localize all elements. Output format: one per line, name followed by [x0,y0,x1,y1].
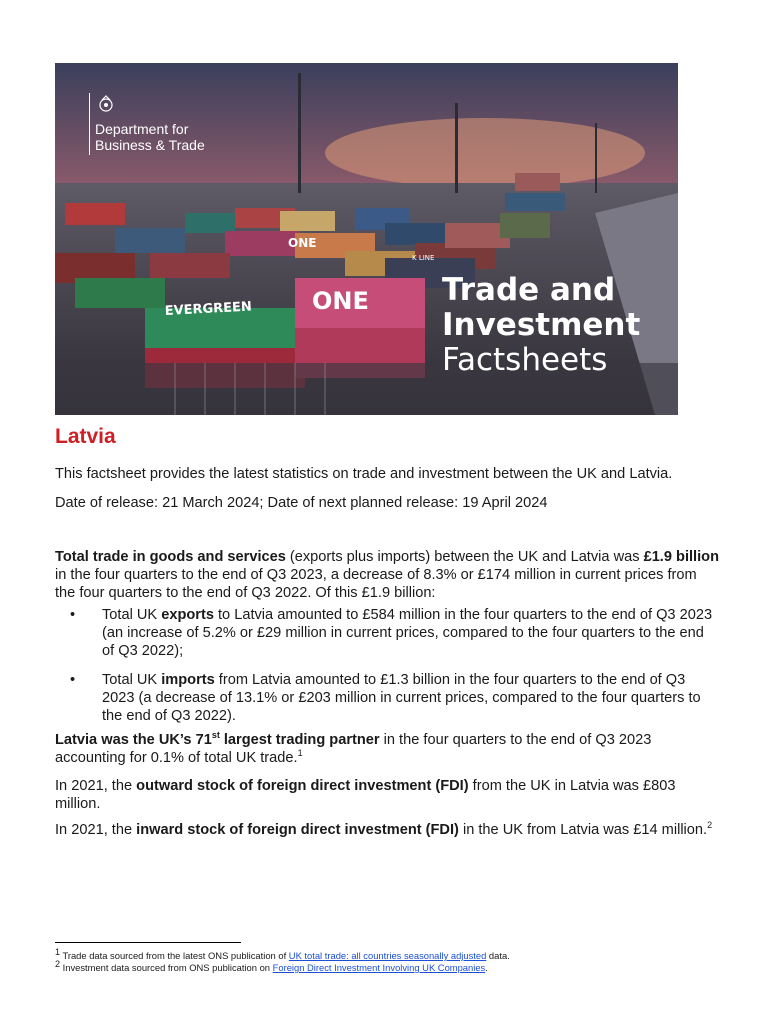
list-item [55,671,720,725]
list-item [55,606,720,660]
release-dates: Date of release: 21 March 2024; Date of next planned release: 19 April 2024 [55,495,548,511]
partner-rank-text: largest trading partner [219,732,380,748]
total-trade-text: (exports plus imports) between the UK and Latvia was [285,549,644,565]
container-label: ONE [288,236,317,250]
footnote-2 [55,958,488,974]
list-item-emphasis: exports [161,607,214,623]
list-item-text: from Latvia amounted to £1.3 billion in the four quarters to the end of Q3 2023 (a decrease of 13.1% or £203 million in current prices, compared to the four quarters to the end of Q3 2022). [102,672,701,724]
hero-banner [55,63,678,415]
inward-text: in the UK from Latvia was £14 million. [458,822,708,838]
footnote-text: Trade data sourced from the latest ONS publication of [60,950,289,961]
bullet-marker: • [70,607,76,623]
total-trade-paragraph [55,548,720,602]
footnote-ref: 2 [707,820,713,831]
partner-text: in the four quarters to the end of Q3 2023 accounting for 0.1% of total UK trade. [55,732,652,766]
partner-rank-text: Latvia was the UK’s 71 [55,732,212,748]
inward-fdi-paragraph [55,821,720,839]
outward-text: In 2021, the [55,778,137,794]
total-trade-detail: in the four quarters to the end of Q3 2023, a decrease of 8.3% or £174 million in current prices from the four quarters to the end of Q3 2022. Of this £1.9 billion: [55,567,697,601]
banner-title-line1: Trade and [442,272,616,308]
list-item-emphasis: imports [161,672,215,688]
total-trade-label: Total trade in goods and services [55,549,286,565]
footnote-divider [55,942,241,943]
container-label: K LINE [412,254,435,262]
uk-total-trade-link[interactable]: UK total trade: all countries seasonally adjusted [288,950,487,961]
org-name-line2: Business & Trade [95,137,205,153]
trading-partner-paragraph [55,731,720,767]
fdi-publication-link[interactable]: Foreign Direct Investment Involving UK Companies [272,962,486,973]
inward-text: In 2021, the [55,822,137,838]
banner-title [442,273,640,378]
footnote-text: data. [486,950,510,961]
list-item-text: Total UK [102,607,162,623]
outward-fdi-paragraph [55,777,720,813]
royal-crest-icon [97,95,115,113]
list-item-text: Total UK [102,672,162,688]
footnote-text: . [485,962,488,973]
org-name-line1: Department for [95,121,189,137]
logo-divider [89,93,90,155]
footnote-text: Investment data sourced from ONS publication on [60,962,273,973]
intro-paragraph: This factsheet provides the latest statistics on trade and investment between the UK and Latvia. [55,466,673,482]
outward-fdi-label: outward stock of foreign direct investment (FDI) [136,778,469,794]
org-name [95,121,205,153]
banner-title-line3: Factsheets [442,342,608,378]
ordinal-suffix: st [211,730,220,741]
page-title: Latvia [55,425,116,448]
footnote-ref: 1 [297,748,303,759]
banner-title-line2: Investment [442,307,641,343]
container-label: ONE [312,287,369,315]
footnote-1 [55,946,510,962]
outward-text: from the UK in Latvia was £803 million. [55,778,676,812]
footnote-number: 2 [55,958,61,969]
total-trade-value: £1.9 billion [643,549,719,565]
partner-rank [55,732,380,748]
bullet-marker: • [70,672,76,688]
trade-breakdown-list [55,606,720,736]
list-item-text: to Latvia amounted to £584 million in the four quarters to the end of Q3 2023 (an increase of 5.2% or £29 million in current prices, compared to the four quarters to the end of Q3 2022); [102,607,713,659]
container-label: EVERGREEN [164,299,253,319]
footnote-number: 1 [55,946,61,957]
inward-fdi-label: inward stock of foreign direct investment (FDI) [136,822,459,838]
